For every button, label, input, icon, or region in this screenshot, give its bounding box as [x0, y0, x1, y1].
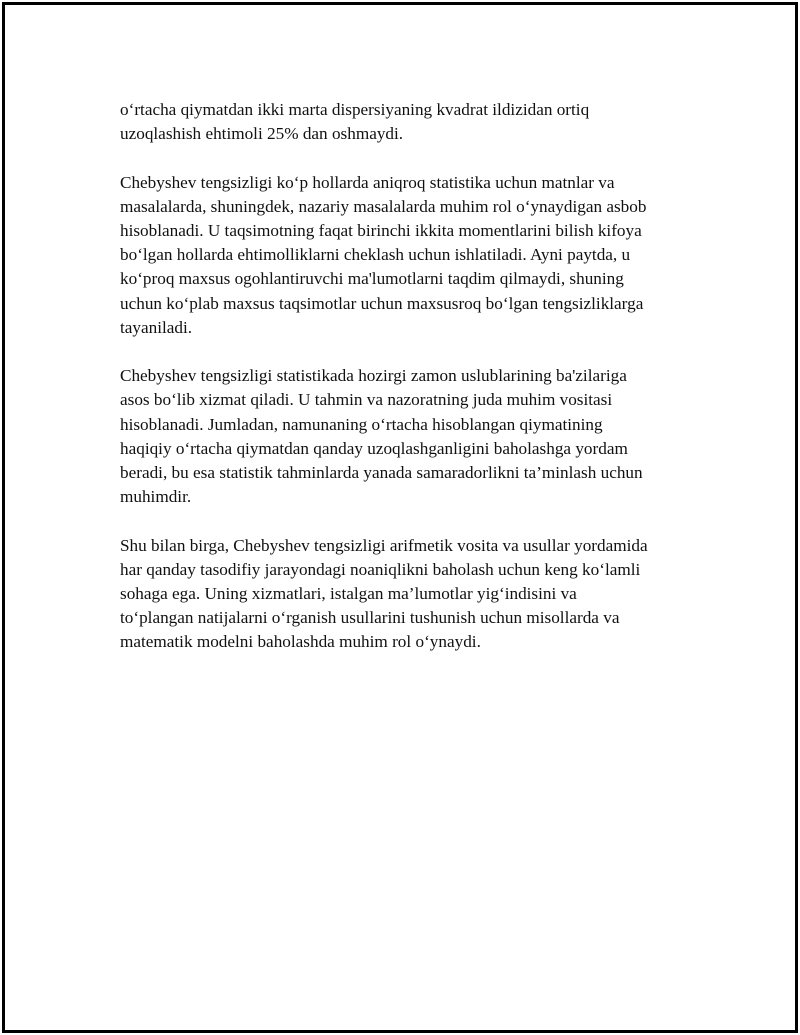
- document-body: [120, 98, 700, 679]
- paragraph-4: Shu bilan birga, Chebyshev tengsizligi arifmetik vosita va usullar yordamida har qanday tasodifiy jarayondagi noaniqlikni baholash uchun keng ko‘lamli sohaga ega. Uning xizmatlari, istalgan ma’lumotlar yig‘indisini va to‘plangan natijalarni o‘rganish usullarini tushunish uchun misollarda va matematik modelni baholashda muhim rol o‘ynaydi.: [120, 535, 648, 652]
- page-frame: [2, 2, 798, 1033]
- paragraph-2: Chebyshev tengsizligi ko‘p hollarda aniqroq statistika uchun matnlar va masalalarda, shuningdek, nazariy masalalarda muhim rol o‘ynaydigan asbob hisoblanadi. U taqsimotning faqat birinchi ikkita momentlarini bilish kifoya bo‘lgan hollarda ehtimolliklarni cheklash uchun ishlatiladi. Ayni paytda, u ko‘proq maxsus ogohlantiruvchi ma'lumotlarni taqdim qilmaydi, shuning uchun ko‘plab maxsus taqsimotlar uchun maxsusroq bo‘lgan tengsizliklarga tayaniladi.: [120, 172, 647, 337]
- paragraph-1: o‘rtacha qiymatdan ikki marta dispersiyaning kvadrat ildizidan ortiq uzoqlashish ehtimoli 25% dan oshmaydi.: [120, 100, 590, 144]
- paragraph-3: Chebyshev tengsizligi statistikada hozirgi zamon uslublarining ba'zilariga asos bo‘lib xizmat qiladi. U tahmin va nazoratning juda muhim vositasi hisoblanadi. Jumladan, namunaning o‘rtacha hisoblangan qiymatining haqiqiy o‘rtacha qiymatdan qanday uzoqlashganligini baholashga yordam beradi, bu esa statistik tahminlarda yanada samaradorlikni ta’minlash uchun muhimdir.: [120, 366, 643, 507]
